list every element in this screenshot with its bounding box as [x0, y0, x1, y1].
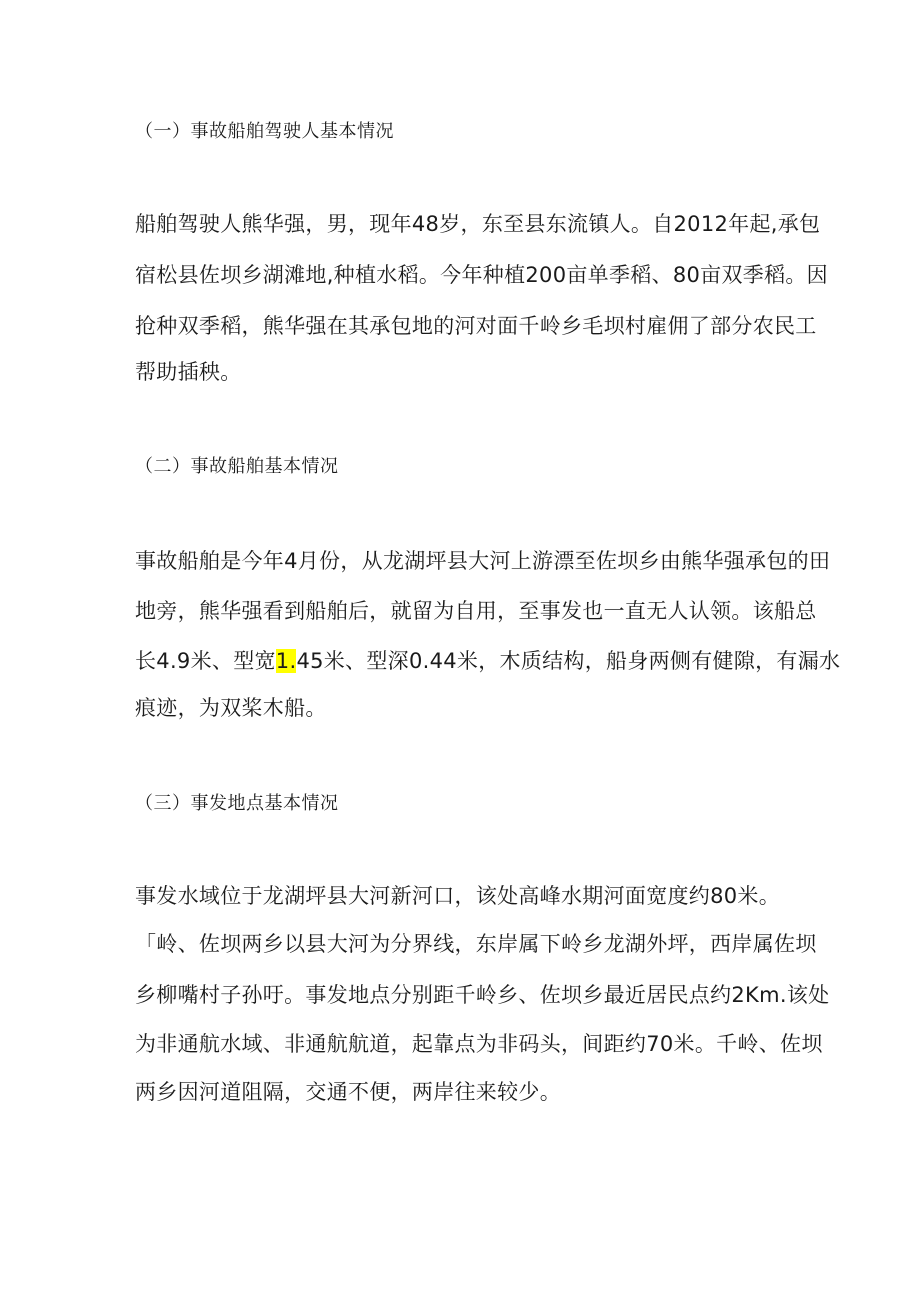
- paragraph-line: 抢种双季稻，熊华强在其承包地的河对面千岭乡毛坝村雇佣了部分农民工: [135, 314, 817, 338]
- paragraph-line: 为非通航水域、非通航航道，起靠点为非码头，间距约70米。千岭、佐坝: [135, 1032, 823, 1056]
- paragraph-line: 两乡因河道阻隔，交通不便，两岸往来较少。: [135, 1080, 561, 1104]
- paragraph-line: 事发水域位于龙湖坪县大河新河口，该处高峰水期河面宽度约80米。: [135, 884, 781, 908]
- section-heading-location: （三）事发地点基本情况: [135, 793, 339, 814]
- paragraph-line: 「岭、佐坝两乡以县大河为分界线，东岸属下岭乡龙湖外坪，西岸属佐坝: [135, 932, 817, 956]
- paragraph-line-highlighted: [135, 647, 840, 675]
- paragraph-line: 船舶驾驶人熊华强，男，现年48岁，东至县东流镇人。自2012年起,承包: [135, 212, 821, 236]
- paragraph-line: 乡柳嘴村子孙吁。事发地点分别距千岭乡、佐坝乡最近居民点约2Km.该处: [135, 983, 830, 1007]
- paragraph-line: 宿松县佐坝乡湖滩地,种植水稻。今年种植200亩单季稻、80亩双季稻。因: [135, 263, 828, 287]
- paragraph-line: 帮助插秧。: [135, 360, 242, 384]
- text-after-highlight: 45米、型深0.44米，木质结构，船身两侧有健隙，有漏水: [296, 649, 841, 673]
- highlighted-text: 1.: [275, 649, 297, 673]
- section-heading-vessel: （二）事故船舶基本情况: [135, 456, 339, 477]
- text-before-highlight: 长4.9米、型宽: [135, 649, 276, 673]
- section-heading-driver: （一）事故船舶驾驶人基本情况: [135, 121, 394, 142]
- paragraph-line: 痕迹，为双桨木船。: [135, 696, 327, 720]
- paragraph-line: 事故船舶是今年4月份，从龙湖坪县大河上游漂至佐坝乡由熊华强承包的田: [135, 549, 831, 573]
- paragraph-line: 地旁，熊华强看到船舶后，就留为自用，至事发也一直无人认领。该船总: [135, 599, 817, 623]
